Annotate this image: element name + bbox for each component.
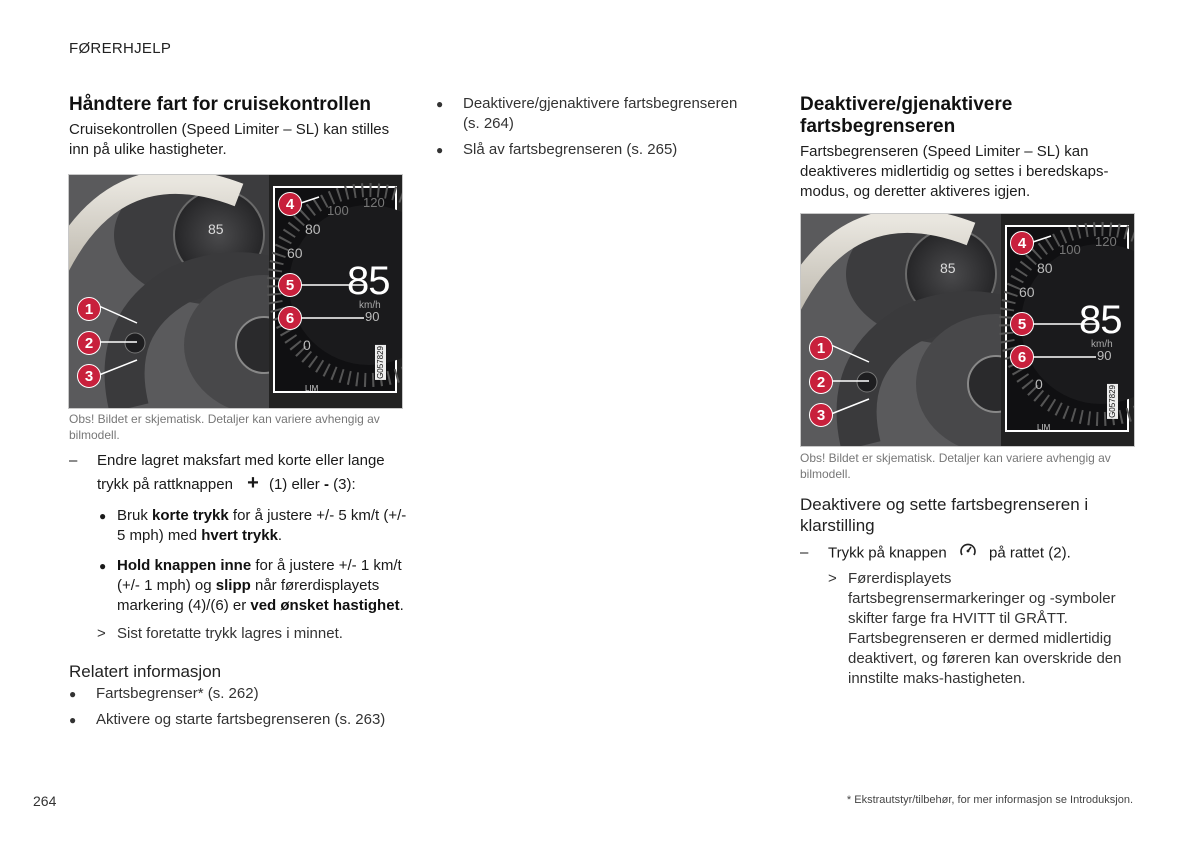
intro-text: Cruisekontrollen (Speed Limiter – SL) kan stilles inn på ulike hastigheter. xyxy=(69,121,390,158)
sub2-bold-e: ved ønsket hastighet xyxy=(250,597,400,614)
sub1-text-e: . xyxy=(277,527,283,544)
sub2-text-b: for å justere +/- 1 km/t (+/- 1 mph) og xyxy=(117,557,402,594)
sub-bullet-short-press xyxy=(69,506,409,546)
lim-label: LIM xyxy=(1037,423,1051,432)
speed-unit: km/h xyxy=(1091,339,1113,350)
result-text: Sist foretatte trykk lagres i minnet. xyxy=(117,625,343,642)
sub2-bold-c: slipp xyxy=(215,577,251,594)
subsection-title: Deaktivere og sette fartsbegrenseren i klarstilling xyxy=(800,495,1089,535)
speed-unit: km/h xyxy=(359,300,381,311)
steering-wheel-figure-2 xyxy=(800,213,1135,447)
bullet-icon: ● xyxy=(69,687,77,701)
intro-text: Fartsbegrenseren (Speed Limiter – SL) kan deaktiveres midlertidig og settes i beredskaps-modus, og deretter aktiveres igjen. xyxy=(800,143,1109,200)
sub2-text-f: . xyxy=(399,597,404,614)
bullet-icon: ● xyxy=(436,143,444,157)
callout-marker-4: 4 xyxy=(278,192,302,216)
figure-code: G057829 xyxy=(1108,385,1117,418)
lim-label: LIM xyxy=(305,384,319,393)
callout-marker-2: 2 xyxy=(77,331,101,355)
callout-marker-1: 1 xyxy=(809,336,833,360)
related-link-text[interactable]: Deaktivere/gjenaktivere fartsbegrenseren (s. 264) xyxy=(463,95,738,132)
result-arrow-icon: > xyxy=(828,570,837,587)
related-item[interactable] xyxy=(69,684,409,704)
column-1 xyxy=(69,94,409,160)
related-link-text[interactable]: Aktivere og starte fartsbegrenseren (s. 263) xyxy=(96,711,386,728)
step-item xyxy=(800,542,1130,565)
steering-wheel-figure xyxy=(68,174,403,409)
callout-marker-2: 2 xyxy=(809,370,833,394)
tick-120: 120 xyxy=(1095,234,1117,249)
related-title: Relatert informasjon xyxy=(69,662,222,681)
sub1-text-c: for å justere +/- 5 km/t (+/- 5 mph) med xyxy=(117,507,407,544)
minus-icon: - xyxy=(323,476,329,493)
speed-limiter-icon xyxy=(959,542,977,565)
tick-100: 100 xyxy=(1059,242,1081,257)
bullet-icon: ● xyxy=(69,713,77,727)
sub2-text-d: når førerdisplayets markering (4)/(6) er xyxy=(117,577,380,614)
page-number: 264 xyxy=(33,793,57,809)
callout-marker-3: 3 xyxy=(77,364,101,388)
tick-0: 0 xyxy=(1035,376,1043,392)
callout-marker-3: 3 xyxy=(809,403,833,427)
result-item xyxy=(69,624,409,644)
related-item[interactable] xyxy=(69,710,409,730)
callout-marker-6: 6 xyxy=(278,306,302,330)
callout-marker-6: 6 xyxy=(1010,345,1034,369)
step-item xyxy=(69,450,409,496)
step-text-c: (3): xyxy=(333,476,356,493)
column-3 xyxy=(800,94,1130,202)
step-text-a: Endre lagret maksfart med korte eller lange trykk på rattknappen xyxy=(97,452,385,493)
related-link-text[interactable]: Slå av fartsbegrenseren (s. 265) xyxy=(463,141,678,158)
tick-60: 60 xyxy=(1019,284,1035,300)
callout-marker-5: 5 xyxy=(278,273,302,297)
section-title: Håndtere fart for cruisekontrollen xyxy=(69,94,371,115)
result-text: Førerdisplayets fartsbegrensermarkeringer og -symboler skifter farge fra HVITT til GRÅTT. Fartsbegrenseren er dermed midlertidig deaktivert, og føreren kan overskride den innstilte maks-hastigheten. xyxy=(848,570,1122,687)
tick-90: 90 xyxy=(365,309,380,324)
tick-80: 80 xyxy=(305,221,321,237)
tick-80: 80 xyxy=(1037,260,1053,276)
step-dash: – xyxy=(800,544,809,561)
deactivate-section xyxy=(800,494,1130,689)
big-speed-readout: 85 xyxy=(347,259,390,303)
related-link-text[interactable]: Fartsbegrenser* (s. 262) xyxy=(96,685,259,702)
small-speed-readout: 85 xyxy=(940,260,956,276)
figure-caption: Obs! Bildet er skjematisk. Detaljer kan variere avhengig av bilmodell. xyxy=(69,412,380,442)
step-dash: – xyxy=(69,452,78,469)
big-speed-readout: 85 xyxy=(1079,298,1122,342)
bullet-icon: ● xyxy=(99,509,107,523)
sub-bullet-long-press xyxy=(69,556,409,616)
tick-0: 0 xyxy=(303,337,311,353)
footnote: * Ekstrautstyr/tilbehør, for mer informasjon se Introduksjon. xyxy=(846,794,1133,806)
tick-120: 120 xyxy=(363,195,385,210)
sub1-text-a: Bruk xyxy=(117,507,153,524)
related-info xyxy=(69,661,409,730)
small-speed-readout: 85 xyxy=(208,221,224,237)
column-2 xyxy=(436,94,756,160)
callout-marker-1: 1 xyxy=(77,297,101,321)
step-text-b: (1) eller xyxy=(268,476,320,493)
related-item[interactable] xyxy=(436,94,756,134)
tick-90: 90 xyxy=(1097,348,1112,363)
sub1-bold-b: hvert trykk xyxy=(201,527,278,544)
figure-caption: Obs! Bildet er skjematisk. Detaljer kan variere avhengig av bilmodell. xyxy=(800,451,1111,481)
section-title: Deaktivere/gjenaktivere fartsbegrenseren xyxy=(800,94,1013,137)
bullet-icon: ● xyxy=(99,559,107,573)
section-header: FØRERHJELP xyxy=(69,40,172,57)
callout-marker-4: 4 xyxy=(1010,231,1034,255)
sub1-bold-a: korte trykk xyxy=(152,507,229,524)
step-text-a: Trykk på knappen xyxy=(828,544,947,562)
plus-icon: + xyxy=(247,472,259,494)
related-item[interactable] xyxy=(436,140,756,160)
tick-60: 60 xyxy=(287,245,303,261)
result-item xyxy=(800,569,1130,689)
sub2-bold-a: Hold knappen inne xyxy=(117,557,252,574)
result-arrow-icon: > xyxy=(97,625,106,642)
instruction-step xyxy=(69,450,409,644)
tick-100: 100 xyxy=(327,203,349,218)
bullet-icon: ● xyxy=(436,97,444,111)
figure-code: G057829 xyxy=(376,346,385,379)
step-text-b: på rattet (2). xyxy=(989,544,1071,562)
callout-marker-5: 5 xyxy=(1010,312,1034,336)
